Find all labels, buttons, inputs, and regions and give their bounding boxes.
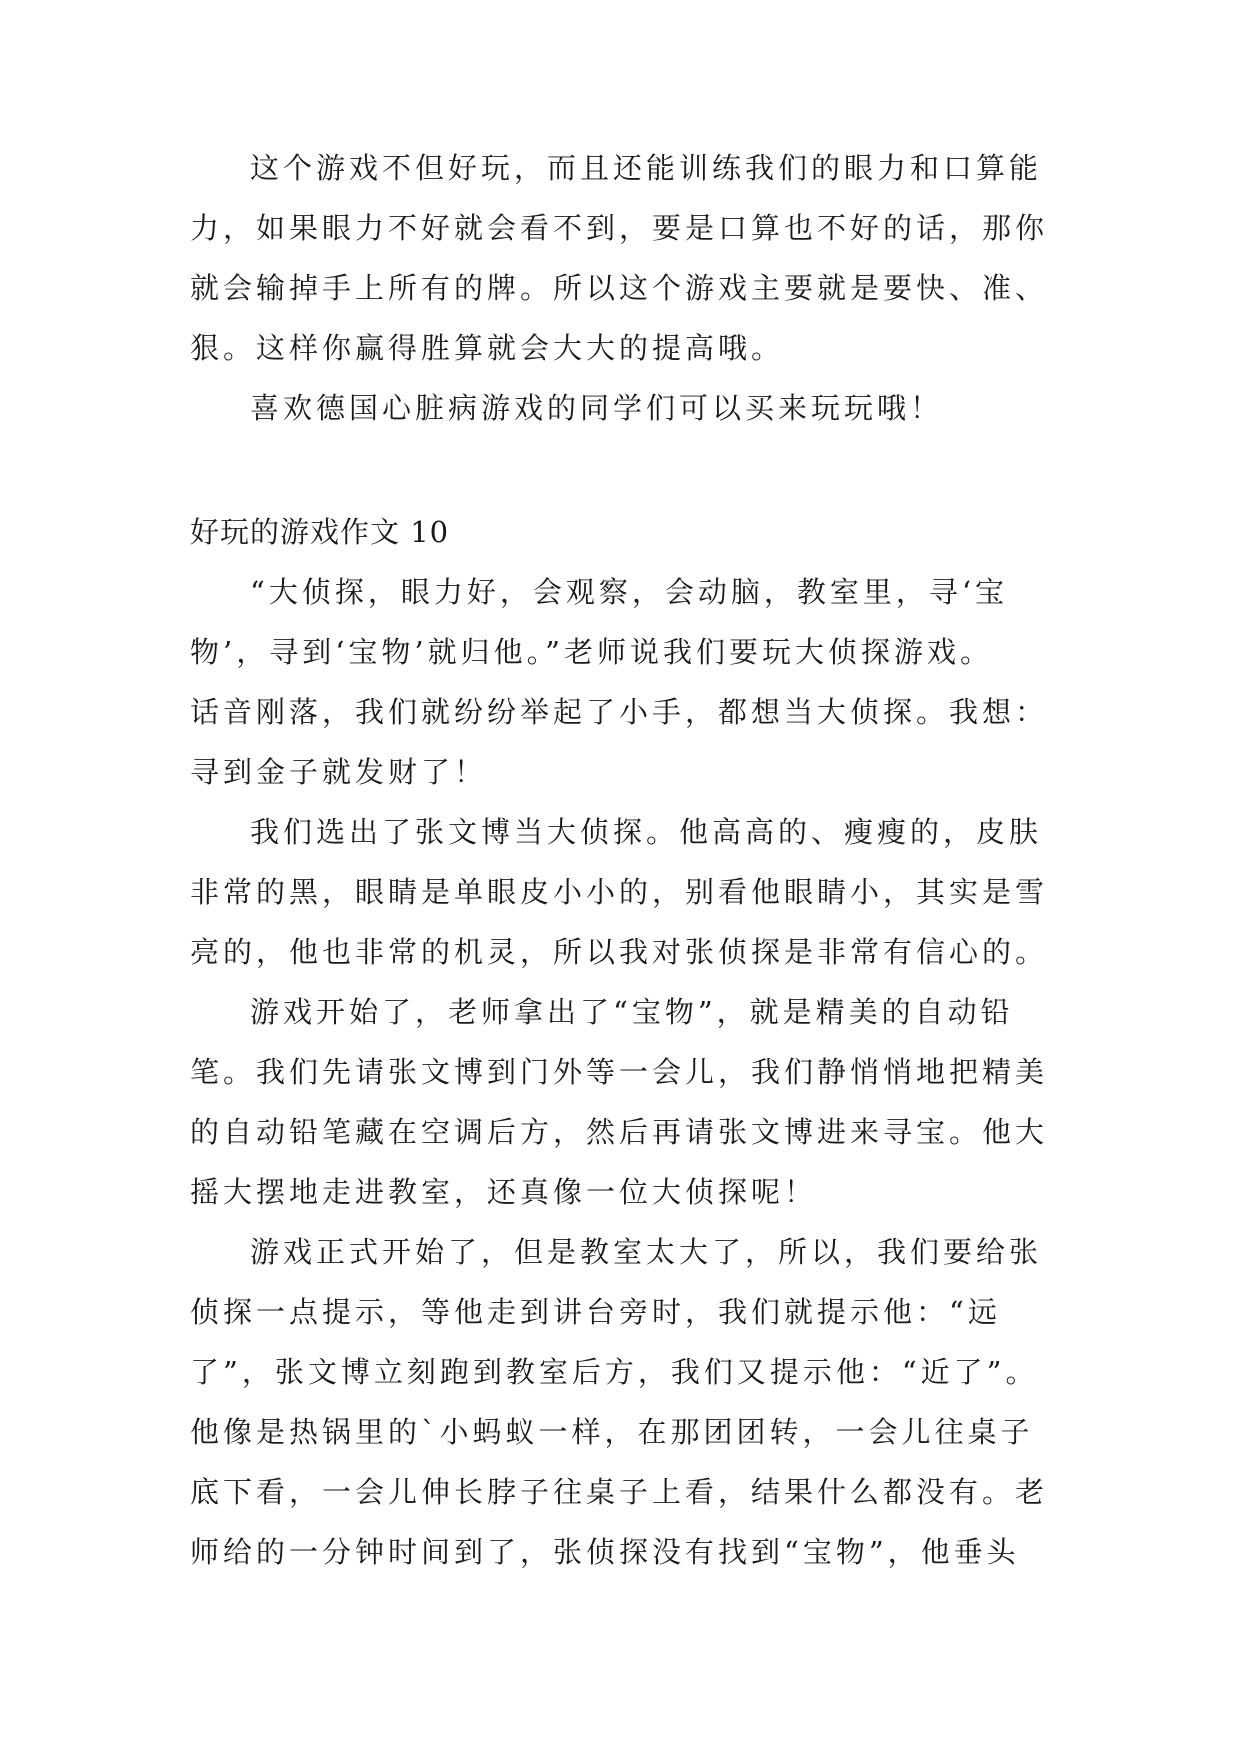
paragraph-line: 物’，寻到‘宝物’就归他。”老师说我们要玩大侦探游戏。 [190, 635, 993, 669]
paragraph-line: 游戏正式开始了，但是教室太大了，所以，我们要给张 [250, 1235, 1043, 1269]
section-title: 好玩的游戏作文 10 [190, 515, 450, 549]
paragraph-line: 他像是热锅里的`小蚂蚁一样，在那团团转，一会儿往桌子 [190, 1415, 1034, 1449]
paragraph-line: 力，如果眼力不好就会看不到，要是口算也不好的话，那你 [190, 211, 1049, 245]
paragraph-line: 了”，张文博立刻跑到教室后方，我们又提示他：“近了”。 [190, 1355, 1039, 1389]
paragraph-line: 就会输掉手上所有的牌。所以这个游戏主要就是要快、准、 [190, 271, 1049, 305]
paragraph-line: 侦探一点提示，等他走到讲台旁时，我们就提示他：“远 [190, 1295, 1001, 1329]
paragraph-line: “大侦探，眼力好，会观察，会动脑，教室里，寻‘宝 [250, 575, 1009, 609]
paragraph-line: 摇大摆地走进教室，还真像一位大侦探呢！ [190, 1175, 818, 1209]
paragraph-line: 笔。我们先请张文博到门外等一会儿，我们静悄悄地把精美 [190, 1055, 1049, 1089]
paragraph-line: 非常的黑，眼睛是单眼皮小小的，别看他眼睛小，其实是雪 [190, 875, 1049, 909]
paragraph-line: 这个游戏不但好玩，而且还能训练我们的眼力和口算能 [250, 151, 1043, 185]
paragraph-line: 亮的，他也非常的机灵，所以我对张侦探是非常有信心的。 [190, 935, 1049, 969]
paragraph-line: 游戏开始了，老师拿出了“宝物”，就是精美的自动铅 [250, 995, 1014, 1029]
paragraph-line: 的自动铅笔藏在空调后方，然后再请张文博进来寻宝。他大 [190, 1115, 1049, 1149]
paragraph-line: 底下看，一会儿伸长脖子往桌子上看，结果什么都没有。老 [190, 1475, 1049, 1509]
paragraph-line: 狠。这样你赢得胜算就会大大的提高哦。 [190, 331, 785, 365]
paragraph-line: 话音刚落，我们就纷纷举起了小手，都想当大侦探。我想： [190, 695, 1049, 729]
paragraph-line: 寻到金子就发财了！ [190, 755, 488, 789]
paragraph-line: 喜欢德国心脏病游戏的同学们可以买来玩玩哦！ [250, 391, 944, 425]
paragraph-line: 师给的一分钟时间到了，张侦探没有找到“宝物”，他垂头 [190, 1535, 1020, 1569]
paragraph-line: 我们选出了张文博当大侦探。他高高的、瘦瘦的，皮肤 [250, 815, 1043, 849]
